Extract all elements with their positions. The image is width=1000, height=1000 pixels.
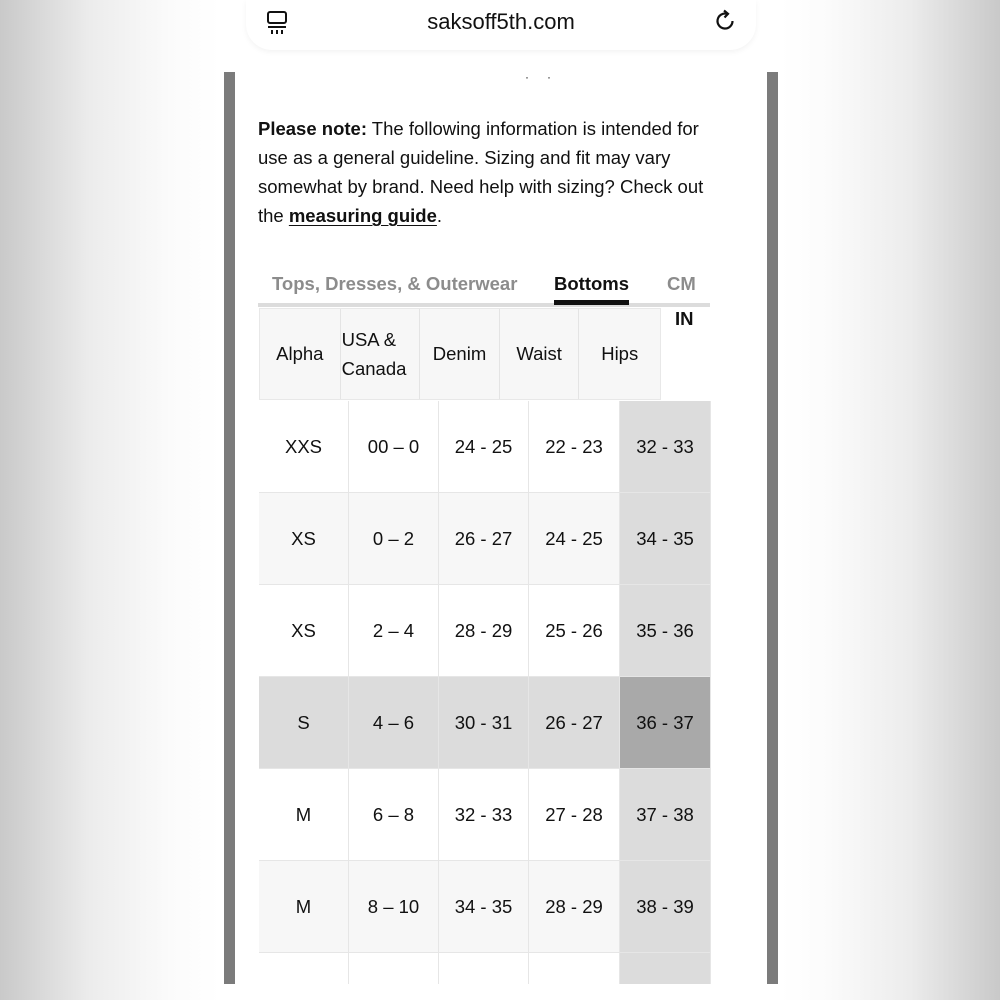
size-table [259, 401, 711, 984]
cell-denim: 34 - 35 [439, 861, 529, 953]
cell-usa-canada: 6 – 8 [349, 769, 439, 861]
reload-icon[interactable] [712, 8, 738, 34]
cell-empty [620, 953, 711, 984]
cell-hips: 35 - 36 [620, 585, 711, 677]
header-waist: Waist [500, 309, 580, 399]
tab-bottoms[interactable]: Bottoms [554, 273, 630, 294]
cell-alpha: M [259, 769, 349, 861]
cell-usa-canada: 8 – 10 [349, 861, 439, 953]
cell-usa-canada: 2 – 4 [349, 585, 439, 677]
cell-denim: 24 - 25 [439, 401, 529, 493]
header-hips: Hips [601, 343, 639, 364]
cell-denim: 32 - 33 [439, 769, 529, 861]
unit-toggle-cm[interactable]: CM [667, 273, 696, 294]
cell-empty [259, 953, 349, 984]
cell-empty [349, 953, 439, 984]
cell-alpha: S [259, 677, 349, 769]
cell-hips: 37 - 38 [620, 769, 711, 861]
note-text: The following information is intended for use as a general guideline. Sizing and fit may vary somewhat by brand. Need help with sizing? Check out the [258, 118, 704, 226]
cropped-content-fragment: ·· [525, 72, 569, 84]
measuring-guide-link[interactable]: measuring guide [288, 205, 437, 226]
header-alpha: Alpha [260, 309, 341, 399]
header-denim: Denim [420, 309, 500, 399]
size-table-header [259, 308, 661, 400]
cell-empty [439, 953, 529, 984]
header-usa-canada-label: USA & Canada [341, 329, 407, 379]
unit-toggle-in[interactable]: IN [675, 308, 694, 329]
cell-hips: 36 - 37 [620, 677, 711, 769]
cell-waist: 28 - 29 [529, 861, 620, 953]
cell-waist: 27 - 28 [529, 769, 620, 861]
cell-alpha: XS [259, 493, 349, 585]
cell-hips: 32 - 33 [620, 401, 711, 493]
active-tab-indicator [554, 300, 629, 305]
cell-denim: 28 - 29 [439, 585, 529, 677]
cell-waist: 26 - 27 [529, 677, 620, 769]
cell-hips: 34 - 35 [620, 493, 711, 585]
cell-empty [529, 953, 620, 984]
url-text[interactable]: saksoff5th.com [427, 9, 575, 34]
cell-alpha: XXS [259, 401, 349, 493]
tab-tops-dresses-outerwear[interactable]: Tops, Dresses, & Outerwear [272, 273, 518, 294]
note-label: Please note: [258, 118, 367, 139]
note-end: . [436, 205, 443, 226]
cell-waist: 22 - 23 [529, 401, 620, 493]
cell-alpha: XS [259, 585, 349, 677]
device-frame-right [767, 72, 778, 984]
cell-alpha: M [259, 861, 349, 953]
cell-usa-canada: 00 – 0 [349, 401, 439, 493]
sizing-note [258, 114, 728, 230]
page-content [235, 72, 767, 984]
browser-url-bar[interactable] [246, 0, 756, 50]
cell-waist: 24 - 25 [529, 493, 620, 585]
header-usa-canada [341, 309, 421, 399]
cell-usa-canada: 4 – 6 [349, 677, 439, 769]
cell-denim: 26 - 27 [439, 493, 529, 585]
cell-hips: 38 - 39 [620, 861, 711, 953]
cell-usa-canada: 0 – 2 [349, 493, 439, 585]
cell-denim: 30 - 31 [439, 677, 529, 769]
cell-waist: 25 - 26 [529, 585, 620, 677]
tab-divider [258, 303, 710, 307]
device-frame-left [224, 72, 235, 984]
